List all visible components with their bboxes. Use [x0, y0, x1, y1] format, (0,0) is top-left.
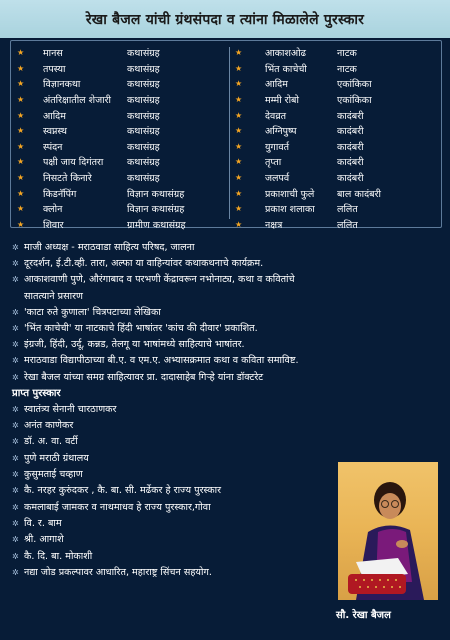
bullet-icon: ✲	[12, 518, 19, 528]
fact-item	[12, 337, 442, 353]
fact-item-text: मराठवाडा विद्यापीठाच्या बी.ए. व एम.ए. अभ्यासक्रमात कथा व कविता समाविष्ट.	[24, 355, 299, 367]
column-divider	[229, 47, 230, 219]
work-item	[235, 45, 441, 61]
work-title: आकाशओढ	[265, 48, 306, 60]
bullet-icon: ✲	[12, 437, 19, 447]
work-item	[235, 185, 441, 201]
work-genre: एकांकिका	[337, 79, 372, 91]
work-item	[17, 201, 227, 217]
work-title: तृप्ता	[265, 157, 282, 169]
work-genre: कथासंग्रह	[127, 63, 160, 75]
fact-continuation: सातत्याने प्रसारण	[24, 290, 83, 302]
work-item	[17, 123, 227, 139]
work-title: क्लोन	[43, 204, 63, 216]
fact-item-text: रेखा बैजल यांच्या समग्र साहित्यावर प्रा. दादासाहेब गिऱ्हे यांना डॉक्टरेट	[24, 371, 264, 383]
awards-heading: प्राप्त पुरस्कार	[12, 387, 61, 399]
star-icon: ★	[235, 110, 243, 120]
bullet-icon: ✲	[12, 551, 19, 561]
star-icon: ★	[17, 48, 25, 58]
work-title: मानस	[43, 48, 63, 60]
work-title: स्वप्नस्थ	[43, 126, 67, 138]
star-icon: ★	[17, 173, 25, 183]
work-title: आदिम	[265, 79, 288, 91]
work-title: युगावर्त	[265, 141, 290, 153]
work-title: शिवार	[43, 219, 64, 231]
bullet-icon: ✲	[12, 470, 19, 480]
work-item	[235, 92, 441, 108]
bullet-icon: ✲	[12, 275, 19, 285]
bullet-icon: ✲	[12, 372, 19, 382]
work-genre: कथासंग्रह	[127, 95, 160, 107]
work-genre: ग्रामीण कथासंग्रह	[127, 219, 186, 231]
bullet-icon: ✲	[12, 307, 19, 317]
fact-item	[12, 240, 442, 256]
work-genre: कथासंग्रह	[127, 48, 160, 60]
award-item-text: श्री. आगाशे	[24, 534, 64, 546]
award-item	[12, 434, 442, 450]
facts-list	[12, 240, 442, 386]
bullet-icon: ✲	[12, 259, 19, 269]
work-item	[235, 76, 441, 92]
star-icon: ★	[235, 63, 243, 73]
bullet-icon: ✲	[12, 340, 19, 350]
bullet-icon: ✲	[12, 535, 19, 545]
work-title: विज्ञानकथा	[43, 79, 81, 91]
star-icon: ★	[17, 126, 25, 136]
award-item	[12, 418, 442, 434]
work-item	[235, 170, 441, 186]
star-icon: ★	[235, 204, 243, 214]
work-genre: कथासंग्रह	[127, 79, 160, 91]
star-icon: ★	[17, 219, 25, 229]
work-item	[17, 139, 227, 155]
work-title: देवव्रत	[265, 110, 287, 122]
work-title: जलपर्व	[265, 173, 290, 185]
work-item	[17, 217, 227, 233]
fact-item-text: इंग्रजी, हिंदी, उर्दू, कन्नड, तेलगू या भाषांमध्ये साहित्याचे भाषांतर.	[24, 339, 245, 351]
award-item-text: डॉ. अ. वा. वर्टी	[24, 436, 78, 448]
work-item	[17, 76, 227, 92]
star-icon: ★	[235, 141, 243, 151]
star-icon: ★	[17, 110, 25, 120]
bullet-icon: ✲	[12, 324, 19, 334]
work-item	[235, 139, 441, 155]
work-genre: विज्ञान कथासंग्रह	[127, 204, 185, 216]
work-genre: कादंबरी	[337, 110, 364, 122]
work-item	[17, 61, 227, 77]
work-genre: बाल कादंबरी	[337, 188, 381, 200]
work-genre: ललित	[337, 204, 358, 216]
work-title: निसटते किनारे	[43, 173, 92, 185]
work-genre: कादंबरी	[337, 157, 364, 169]
star-icon: ★	[17, 188, 25, 198]
work-item	[17, 92, 227, 108]
award-item-text: पुणे मराठी ग्रंथालय	[24, 452, 89, 464]
author-photo	[338, 462, 438, 600]
star-icon: ★	[235, 157, 243, 167]
bullet-icon: ✲	[12, 453, 19, 463]
work-genre: कथासंग्रह	[127, 173, 160, 185]
work-genre: कादंबरी	[337, 173, 364, 185]
work-item	[235, 61, 441, 77]
author-portrait-icon	[338, 462, 438, 600]
title-bar	[0, 0, 450, 38]
works-panel	[10, 40, 442, 231]
award-item-text: स्वातंत्र्य सेनानी चारठाणकर	[24, 403, 117, 415]
work-item	[235, 217, 441, 233]
star-icon: ★	[17, 63, 25, 73]
fact-item	[12, 370, 442, 386]
work-genre: एकांकिका	[337, 95, 372, 107]
star-icon: ★	[17, 95, 25, 105]
work-item	[235, 201, 441, 217]
fact-item-text: माजी अध्यक्ष - मराठवाडा साहित्य परिषद, जालना	[24, 242, 195, 253]
fact-item	[12, 353, 442, 369]
fact-item-text: दूरदर्शन, ई.टी.व्ही. तारा, अल्फा या वाहिन्यांवर कथाकथनाचे कार्यक्रम.	[24, 258, 264, 270]
work-title: प्रकाश शलाका	[265, 204, 315, 216]
work-item	[17, 45, 227, 61]
page-title: रेखा बैजल यांची ग्रंथसंपदा व त्यांना मिळालेले पुरस्कार	[85, 11, 365, 28]
work-genre: नाटक	[337, 63, 357, 75]
award-item-text: अनंत काणेकर	[24, 420, 74, 432]
star-icon: ★	[235, 188, 243, 198]
bullet-icon: ✲	[12, 502, 19, 512]
star-icon: ★	[235, 95, 243, 105]
fact-item-text: 'भिंत काचेची' या नाटकाचे हिंदी भाषांतर 'कांच की दीवार' प्रकाशित.	[24, 323, 258, 335]
work-title: भिंत काचेची	[265, 63, 307, 75]
star-icon: ★	[235, 126, 243, 136]
work-title: प्रकाशाची फुले	[265, 188, 315, 200]
works-left-column	[17, 45, 227, 232]
award-item-text: कुसुमताई चव्हाण	[24, 469, 83, 481]
work-genre: कादंबरी	[337, 141, 364, 153]
fact-item-text: 'काटा रुते कुणाला' चित्रपटाच्या लेखिका	[24, 306, 161, 318]
work-title: अंतरिक्षातील शेजारी	[43, 95, 111, 107]
fact-item	[12, 272, 442, 288]
award-item-text: कै. नरहर कुरुंदकर , कै. बा. सी. मर्ढेकर हे राज्य पुरस्कार	[24, 485, 222, 497]
work-title: पक्षी जाय दिगंतरा	[43, 157, 104, 169]
work-genre: कादंबरी	[337, 126, 364, 138]
work-genre: कथासंग्रह	[127, 141, 160, 153]
star-icon: ★	[235, 79, 243, 89]
work-item	[17, 185, 227, 201]
work-genre: कथासंग्रह	[127, 126, 160, 138]
award-item-text: नद्या जोड प्रकल्पावर आधारित, महाराष्ट्र सिंचन सहयोग.	[24, 566, 212, 578]
award-item-text: कमलाबाई जामकर व नाथमाधव हे राज्य पुरस्कार,गोवा	[24, 501, 211, 513]
work-item	[235, 154, 441, 170]
star-icon: ★	[17, 157, 25, 167]
work-item	[17, 154, 227, 170]
star-icon: ★	[17, 204, 25, 214]
star-icon: ★	[17, 79, 25, 89]
work-genre: नाटक	[337, 48, 357, 60]
star-icon: ★	[235, 173, 243, 183]
award-item	[12, 402, 442, 418]
bullet-icon: ✲	[12, 567, 19, 577]
award-item-text: वि. र. बाम	[24, 517, 62, 529]
work-genre: कथासंग्रह	[127, 110, 160, 122]
fact-item	[12, 256, 442, 272]
fact-item-text: आकाशवाणी पुणे, औरंगाबाद व परभणी केंद्रावरून नभोनाट्य, कथा व कवितांचे	[24, 274, 295, 286]
photo-caption: सौ. रेखा बैजल	[336, 610, 391, 621]
work-title: अग्निपुष्प	[265, 126, 297, 138]
work-item	[235, 107, 441, 123]
work-title: स्पंदन	[43, 141, 63, 153]
works-right-column	[235, 45, 441, 232]
award-item-text: कै. दि. बा. मोकाशी	[24, 550, 93, 562]
work-title: किडनॅपिंग	[43, 188, 77, 200]
bullet-icon: ✲	[12, 486, 19, 496]
work-genre: ललित	[337, 219, 358, 231]
work-item	[17, 170, 227, 186]
work-item	[17, 107, 227, 123]
fact-item	[12, 305, 442, 321]
bullet-icon: ✲	[12, 356, 19, 366]
work-title: आदिम	[43, 110, 66, 122]
work-genre: कथासंग्रह	[127, 157, 160, 169]
star-icon: ★	[235, 48, 243, 58]
work-genre: विज्ञान कथासंग्रह	[127, 188, 185, 200]
bullet-icon: ✲	[12, 243, 19, 252]
work-title: मम्मी रोबो	[265, 95, 299, 107]
bullet-icon: ✲	[12, 421, 19, 431]
bullet-icon: ✲	[12, 404, 19, 414]
work-title: नक्षत्र	[265, 219, 283, 231]
star-icon: ★	[17, 141, 25, 151]
star-icon: ★	[235, 219, 243, 229]
work-item	[235, 123, 441, 139]
work-title: तपस्या	[43, 63, 66, 75]
fact-item	[12, 321, 442, 337]
